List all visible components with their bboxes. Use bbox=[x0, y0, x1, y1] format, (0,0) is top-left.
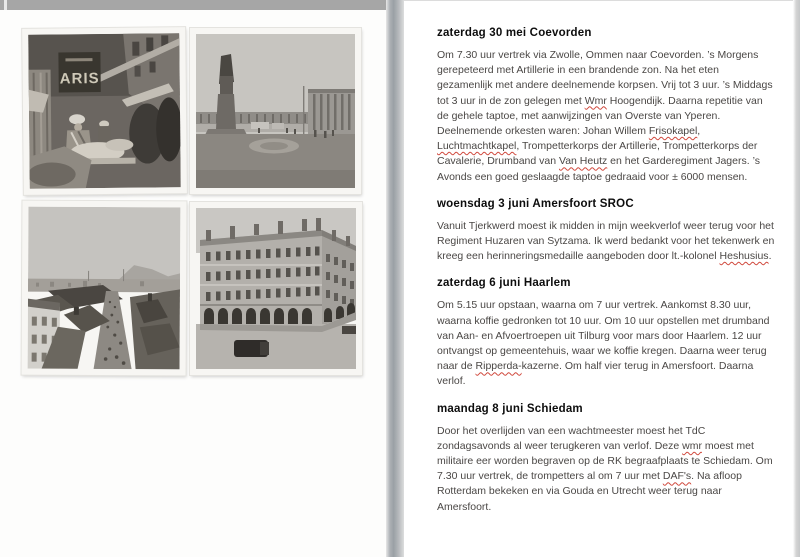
page-right-edge-shadow bbox=[793, 0, 800, 557]
scanner-edge-band bbox=[0, 0, 388, 10]
photo-rooftop-view bbox=[22, 201, 187, 376]
entry-heading: woensdag 3 juni Amersfoort SROC bbox=[437, 197, 634, 210]
statue-square-image bbox=[196, 34, 355, 188]
scanner-edge-notch bbox=[4, 0, 7, 10]
entry-body: Vanuit Tjerkwerd moest ik midden in mijn weekverlof weer terug voor het Regiment Huzaren van Sytzama. Ik werd bedankt voor het tekenwerk en kreeg een herinneringsmedaille aangeboden door lt.-kolonel Heshusius. bbox=[437, 219, 775, 263]
entry-body: Door het overlijden van een wachtmeester moest het TdC zondagsavonds al weer terugkeren van verlof. Deze wmr moest met militaire eer worden begraven op de RK begraafplaats te Schiedam. Om 7.30 uur vertrek, de trompetters al om 7 uur met DAF's. Na afloop Rotterdam bekeken en via Gouda en Utrecht weer terug naar Amersfoort. bbox=[437, 424, 773, 513]
entry-body: Om 5.15 uur opstaan, waarna om 7 uur vertrek. Aankomst 8.30 uur, waarna koffie gedronken tot 10 uur. Om 10 uur opstellen met drumband van Aan- en Afvoertroepen uit Tilburg voor mars door Haarlem. 12 uur ontvangst op gemeentehuis, waar we koffie kregen. Daarna weer terug naar de Ripperda-kazerne. Om half vier terug in Amersfoort. Daarna verlof. bbox=[437, 299, 770, 388]
entry-heading: zaterdag 6 juni Haarlem bbox=[437, 277, 571, 290]
diary-text-page bbox=[404, 0, 793, 557]
diary-entry-schiedam bbox=[437, 403, 777, 515]
entry-body: Om 7.30 uur vertrek via Zwolle, Ommen naar Coevorden. ’s Morgens gerepeteerd met Artillerie in een brandende zon. Na het eten gezamenlijk met andere deelnemende korpsen. Vrij tot 3 uur. ’s Middags tot 3 uur in de zon gelegen met Wmr Hoogendijk. Daarna repetitie van de gehele taptoe, met aanwijzingen van Overste van Yperen. Deelnemende orkesten waren: Johan Willem Frisokapel, Luchtmachtkapel, Trompetterkorps der Artillerie, Trompetterkorps der Cavalerie, Drumband van Van Heutz en het Garderegiment Jagers. ’s Avonds een goed geslaagde taptoe gedraaid voor ± 6000 mensen. bbox=[437, 49, 773, 183]
photo-barracks-courtyard bbox=[190, 202, 362, 375]
scanned-photo-page bbox=[0, 0, 388, 557]
diary-entry-amersfoort bbox=[437, 198, 777, 265]
diary-entry-coevorden bbox=[437, 27, 777, 185]
photo-statue-square bbox=[190, 28, 361, 194]
rooftop-view-image bbox=[28, 207, 181, 370]
photo-street-market bbox=[22, 27, 187, 195]
barracks-courtyard-image bbox=[196, 208, 356, 369]
aris-sign-text: ARIS bbox=[59, 70, 100, 88]
street-market-image bbox=[28, 33, 181, 189]
diary-text-column bbox=[404, 1, 793, 515]
page-gutter-shadow bbox=[386, 0, 404, 557]
entry-heading: zaterdag 30 mei Coevorden bbox=[437, 27, 592, 39]
entry-heading: maandag 8 juni Schiedam bbox=[437, 402, 583, 415]
diary-entry-haarlem bbox=[437, 277, 777, 389]
